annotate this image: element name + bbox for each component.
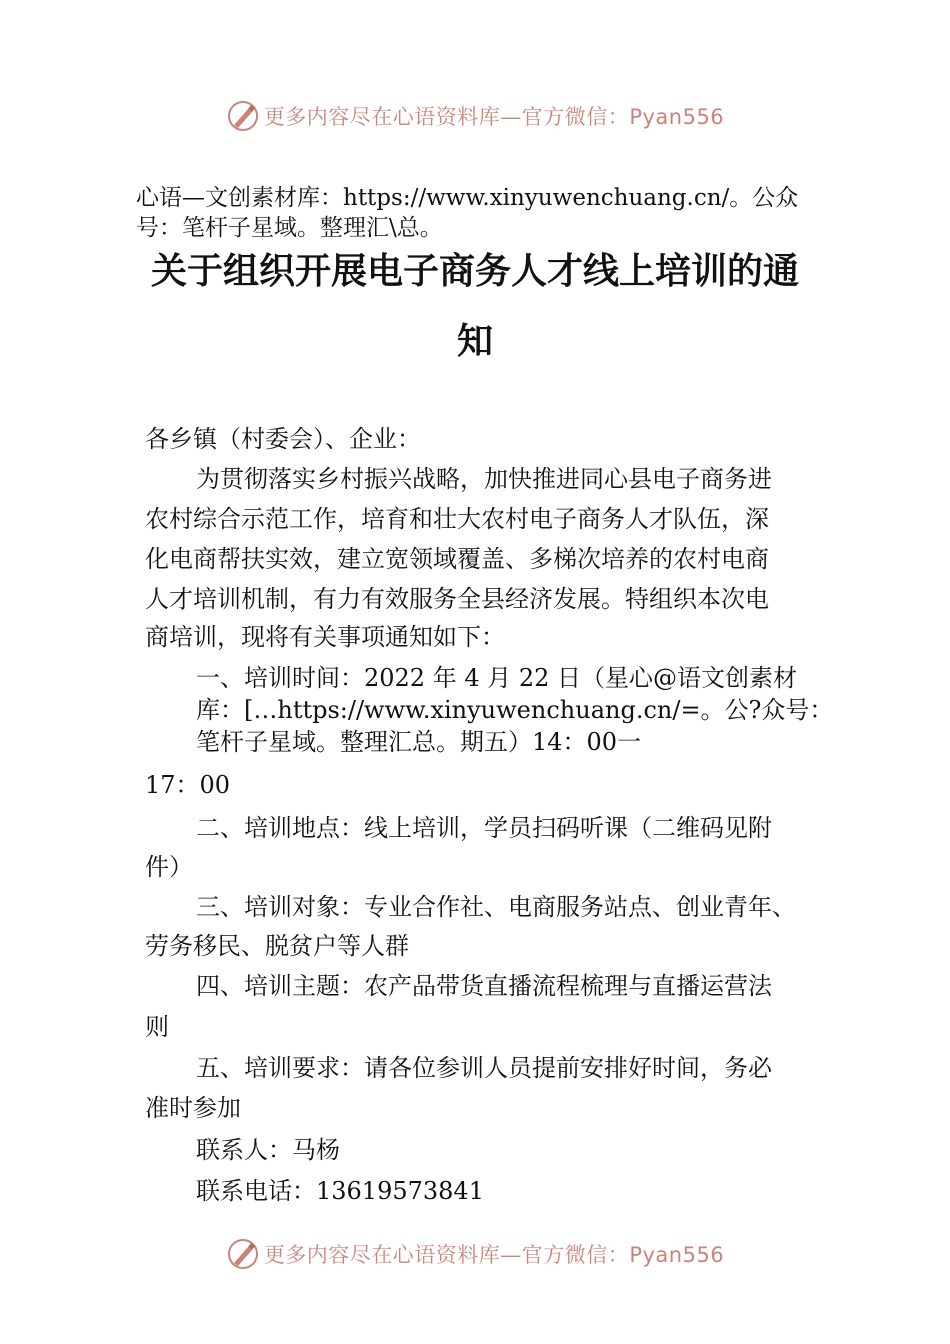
source-note-line: 号：笔杆子星域。整理汇\总。 <box>136 215 443 241</box>
item-time-line: 一、培训时间：2022 年 4 月 22 日（星心@语文创素材 <box>196 664 798 692</box>
source-note <box>136 183 836 243</box>
item-theme-line: 四、培训主题：农产品带货直播流程梳理与直播运营法 <box>196 972 772 1000</box>
watermark-text: 更多内容尽在心语资料库—官方微信：Pyan556 <box>263 1243 725 1267</box>
watermark-id: Pyan556 <box>629 105 725 129</box>
item-time-line: 笔杆子星域。整理汇总。期五）14：00一 <box>196 728 642 756</box>
item-time-line: 库：[…https://www.xinyuwenchuang.cn/=。公?众号： <box>196 696 834 724</box>
watermark-banner-bottom <box>0 1234 950 1274</box>
watermark-banner-top <box>0 96 950 136</box>
item-requirement-line: 五、培训要求：请各位参训人员提前安排好时间，务必 <box>196 1054 772 1082</box>
intro-line: 农村综合示范工作，培育和壮大农村电子商务人才队伍，深 <box>145 505 769 533</box>
source-note-line: 心语—文创素材库：https://www.xinyuwenchuang.cn/。公众 <box>136 185 799 211</box>
watermark-id: Pyan556 <box>629 1243 725 1267</box>
pen-logo-icon <box>226 99 260 133</box>
intro-line: 商培训，现将有关事项通知如下： <box>145 623 505 651</box>
salutation: 各乡镇（村委会）、企业： <box>145 425 421 453</box>
document-title: 关于组织开展电子商务人才线上培训的通 <box>150 250 799 292</box>
item-requirement-line: 准时参加 <box>145 1094 241 1122</box>
pen-logo-icon <box>226 1237 260 1271</box>
item-time-line: 17：00 <box>145 771 231 799</box>
intro-line: 人才培训机制，有力有效服务全县经济发展。特组织本次电 <box>145 585 769 613</box>
watermark-text: 更多内容尽在心语资料库—官方微信：Pyan556 <box>263 105 725 129</box>
intro-line: 化电商帮扶实效，建立宽领域覆盖、多梯次培养的农村电商 <box>145 545 769 573</box>
document-title-continued: 知 <box>456 320 493 362</box>
item-target-line: 三、培训对象：专业合作社、电商服务站点、创业青年、 <box>196 893 796 921</box>
contact-person: 联系人：马杨 <box>196 1136 340 1164</box>
item-place-line: 二、培训地点：线上培训，学员扫码听课（二维码见附 <box>196 814 772 842</box>
item-place-line: 件） <box>145 853 193 881</box>
intro-line: 为贯彻落实乡村振兴战略，加快推进同心县电子商务进 <box>196 465 772 493</box>
item-theme-line: 则 <box>145 1013 169 1041</box>
contact-phone: 联系电话：13619573841 <box>196 1177 484 1205</box>
item-target-line: 劳务移民、脱贫户等人群 <box>145 932 409 960</box>
